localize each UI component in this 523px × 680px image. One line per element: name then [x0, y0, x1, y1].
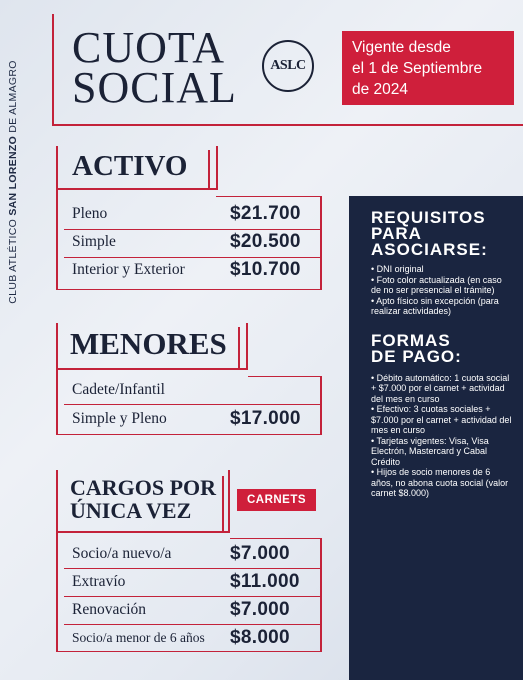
cargos-row-price: $8.000 [230, 627, 290, 648]
pago-item: • Efectivo: 3 cuotas sociales + $7.000 por el carnet + actividad del mes en curso [371, 404, 512, 435]
cargos-divider [64, 624, 322, 625]
cargos-divider [64, 568, 322, 569]
cargos-title-frame-right [228, 470, 230, 532]
activo-divider-top [216, 196, 322, 197]
vigente-badge [342, 31, 514, 105]
cargos-divider-bottom [56, 651, 322, 652]
requisitos-list [371, 264, 513, 317]
menores-divider-top [248, 376, 322, 377]
cargos-title-frame-bottom [56, 531, 230, 533]
cargos-title [70, 476, 216, 522]
activo-title-corner [196, 146, 218, 188]
formas-pago-list [371, 373, 513, 499]
activo-row-price: $21.700 [230, 203, 301, 224]
page-title [72, 23, 237, 112]
formas-pago-title-line: DE PAGO: [371, 346, 462, 366]
cargos-title-line-1: CARGOS POR [70, 475, 217, 500]
logo-text: ASLC [270, 58, 306, 73]
menores-title-frame-left [56, 323, 58, 369]
formas-pago-title-line: FORMAS [371, 330, 451, 350]
menores-title: MENORES [70, 326, 227, 361]
activo-row-label: Simple [72, 233, 116, 250]
title-line-1: CUOTA [72, 23, 226, 72]
cargos-rows-right [320, 538, 322, 652]
menores-row-price: $17.000 [230, 408, 301, 429]
requisito-item: • Foto color actualizada (en caso de no ser presencial el trámite) [371, 274, 502, 295]
cargos-row-label: Socio/a menor de 6 años [72, 630, 205, 645]
requisito-item: • Apto físico sin excepción (para realizar actividades) [371, 295, 499, 316]
menores-divider [64, 404, 322, 405]
cargos-divider-top [230, 538, 322, 539]
activo-rows-frame [56, 188, 58, 290]
club-name-pre: CLUB ATLÉTICO [7, 215, 19, 304]
activo-row-label: Interior y Exterior [72, 261, 185, 278]
vigente-line-2: el 1 de Septiembre [352, 60, 483, 77]
cargos-title-line-2: ÚNICA VEZ [70, 498, 192, 523]
club-name-post: DE ALMAGRO [7, 60, 19, 136]
menores-title-frame-right [246, 323, 248, 369]
cargos-title-frame-inner [222, 476, 224, 532]
vigente-line-1: Vigente desde [352, 39, 451, 56]
activo-divider [64, 257, 322, 258]
club-name-vertical [2, 52, 24, 312]
activo-row-price: $10.700 [230, 259, 301, 280]
menores-row-label: Simple y Pleno [72, 410, 167, 427]
formas-pago-title [371, 330, 513, 366]
club-name-bold: SAN LORENZO [7, 135, 19, 216]
cargos-row-price: $11.000 [230, 571, 300, 592]
activo-title: ACTIVO [72, 150, 188, 182]
activo-divider [64, 229, 322, 230]
cargos-row-label: Extravío [72, 573, 126, 590]
menores-title-frame-bottom [56, 368, 248, 370]
requisitos-title-line: PARA [371, 224, 422, 243]
cargos-row-label: Socio/a nuevo/a [72, 545, 172, 562]
carnets-badge: CARNETS [237, 489, 316, 511]
requisitos-title [371, 210, 513, 258]
pago-item: • Tarjetas vigentes: Visa, Visa Electrón, Mastercard y Cabal Crédito [371, 435, 489, 467]
cargos-divider [64, 596, 322, 597]
activo-title-accent [208, 150, 210, 188]
activo-divider-bottom [56, 289, 322, 290]
cargos-rows-frame [56, 532, 58, 652]
cargos-row-label: Renovación [72, 601, 147, 618]
pago-item: • Hijos de socio menores de 6 años, no abona cuota social (valor carnet $8.000) [371, 467, 509, 498]
requisitos-title-line: REQUISITOS [371, 208, 486, 227]
title-line-2: SOCIAL [72, 63, 237, 112]
vigente-line-3: de 2024 [352, 81, 409, 98]
menores-row-label: Cadete/Infantil [72, 381, 165, 398]
requisito-item: • DNI original [371, 264, 424, 274]
activo-rows-right [320, 196, 322, 290]
menores-rows-right [320, 376, 322, 435]
cargos-row-price: $7.000 [230, 599, 290, 620]
info-panel [349, 196, 523, 680]
cargos-title-frame-left [56, 470, 58, 532]
requisitos-title-line: ASOCIARSE: [371, 240, 488, 259]
club-logo-icon [262, 40, 314, 92]
activo-row-price: $20.500 [230, 231, 301, 252]
menores-divider-bottom [56, 434, 322, 435]
menores-title-frame-inner [238, 327, 240, 369]
activo-row-label: Pleno [72, 205, 108, 222]
cargos-row-price: $7.000 [230, 543, 290, 564]
menores-rows-frame [56, 369, 58, 435]
pago-item: • Débito automático: 1 cuota social + $7.000 por el carnet + actividad del mes en curso [371, 372, 510, 404]
